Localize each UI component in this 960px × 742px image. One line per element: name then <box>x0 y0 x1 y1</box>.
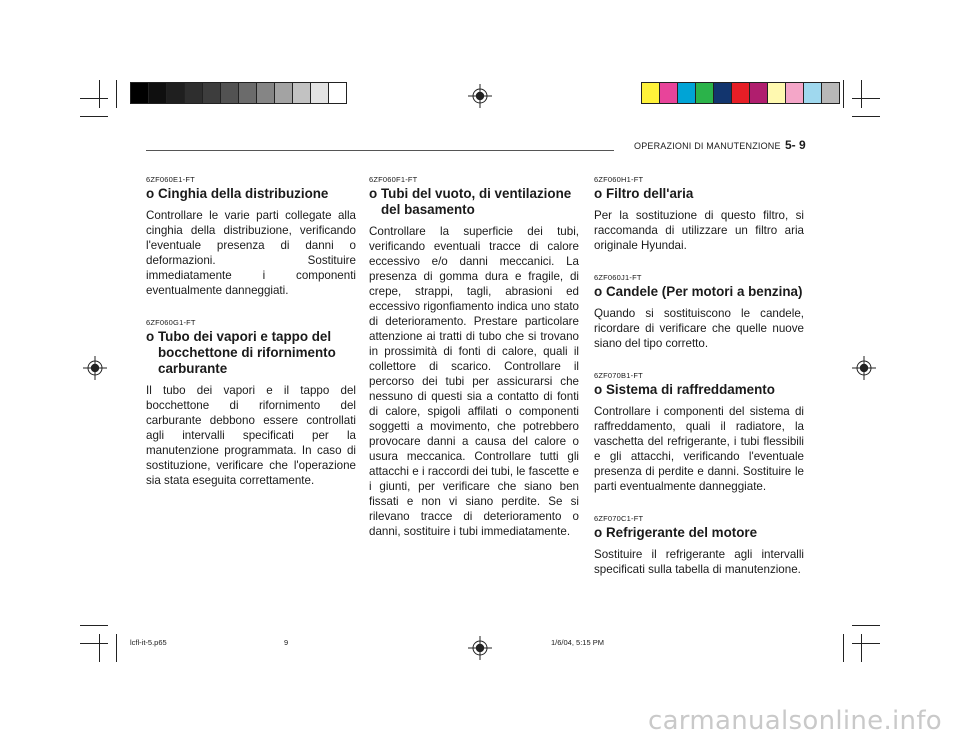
color-swatch <box>221 83 239 103</box>
section-body: Controllare le varie parti collegate alla cinghia della distribuzione, verificando l'eventuale presenza di danni o deformazioni. Sostituire immediatamente i componenti eventualmente danneggiati. <box>146 209 356 297</box>
watermark: carmanualsonline.info <box>647 706 942 736</box>
crop-mark <box>99 80 100 108</box>
crop-mark <box>852 625 880 626</box>
section-code: 6ZF070B1-FT <box>594 371 643 380</box>
section-body: Controllare i componenti del sistema di raffreddamento, quali il radiatore, la vaschetta del refrigerante, i tubi flessibili e gli attacchi, verificando l'eventuale presenza di perdite e danni. Sostituire le parti eventualmente danneggiate. <box>594 405 804 493</box>
color-swatch <box>329 83 346 103</box>
footer-filename: lcfl-it-5.p65 <box>130 638 167 647</box>
color-swatch <box>311 83 329 103</box>
registration-target-icon <box>468 84 492 108</box>
section-body: Per la sostituzione di questo filtro, si raccomanda di utilizzare un filtro aria originale Hyundai. <box>594 209 804 252</box>
section-heading: Refrigerante del motore <box>606 525 758 540</box>
color-swatch <box>660 83 678 103</box>
section-heading: Tubo dei vapori e tappo del bocchettone di rifornimento carburante <box>158 329 336 376</box>
section-code: 6ZF060H1-FT <box>594 175 644 184</box>
color-swatch <box>750 83 768 103</box>
section-title <box>146 329 356 377</box>
footer-timestamp: 1/6/04, 5:15 PM <box>551 638 604 647</box>
header-divider <box>146 150 614 151</box>
section-body: Quando si sostituiscono le candele, ricordare di verificare che quelle nuove siano del tipo corretto. <box>594 307 804 350</box>
color-swatch <box>822 83 839 103</box>
section-title <box>594 382 804 398</box>
section <box>594 175 804 253</box>
color-swatch <box>696 83 714 103</box>
color-swatch <box>678 83 696 103</box>
color-swatch <box>239 83 257 103</box>
section-body: Il tubo dei vapori e il tappo del bocchettone di rifornimento del carburante debbono essere controllati agli intervalli specificati per la manutenzione programmata. In caso di sostituzione, verificare che l'operazione sia stata eseguita correttamente. <box>146 384 356 487</box>
section-title <box>369 186 579 218</box>
section <box>594 371 804 494</box>
section-title <box>594 186 804 202</box>
section <box>594 514 804 577</box>
crop-mark <box>861 634 862 662</box>
section-heading: Filtro dell'aria <box>606 186 694 201</box>
color-swatch <box>185 83 203 103</box>
crop-mark <box>80 625 108 626</box>
section-title <box>594 525 804 541</box>
crop-mark <box>852 116 880 117</box>
section-body: Sostituire il refrigerante agli intervalli specificati sulla tabella di manutenzione. <box>594 548 804 576</box>
column-3 <box>594 175 804 597</box>
section-code: 6ZF060E1-FT <box>146 175 195 184</box>
section-title: OPERAZIONI DI MANUTENZIONE <box>634 141 781 151</box>
crop-mark <box>80 98 108 99</box>
color-swatch <box>786 83 804 103</box>
color-swatch <box>768 83 786 103</box>
column-2 <box>369 175 579 559</box>
color-swatch <box>257 83 275 103</box>
color-swatch <box>149 83 167 103</box>
section-code: 6ZF060J1-FT <box>594 273 642 282</box>
section-body: Controllare la superficie dei tubi, verificando eventuali tracce di calore eccessivo e/o danni meccanici. La presenza di gomma dura e fragile, di crepe, strappi, tagli, abrasioni ed eccessivo rigonfiamento indica uno stato di deterioramento. Prestare particolare attenzione ai tratti di tubo che si trovano in prossimità di fonti di calore, quali il collettore di scarico. Controllare il percorso dei tubi per assicurarsi che nessuno di questi sia a contatto di fonti di calore, spigoli affilati o componenti soggetti a movimento, che potrebbero provocare danni a causa del calore o usura meccanica. Controllare tutti gli attacchi e i raccordi dei tubi, le fascette e i giunti, per verificare che siano ben fissati e non vi siano perdite. Se si rilevano tracce di deterioramento o danni, sostituire i tubi immediatamente. <box>369 225 579 538</box>
color-swatch <box>203 83 221 103</box>
bullet: o <box>369 186 378 201</box>
color-swatch <box>167 83 185 103</box>
section-title <box>146 186 356 202</box>
crop-mark <box>99 634 100 662</box>
color-swatch <box>714 83 732 103</box>
bullet: o <box>146 329 155 344</box>
section <box>146 318 356 488</box>
footer-page: 9 <box>284 638 289 647</box>
section-code: 6ZF060G1-FT <box>146 318 196 327</box>
crop-mark <box>116 634 117 662</box>
grayscale-color-bar <box>130 82 347 104</box>
registration-target-icon <box>852 356 876 380</box>
crop-mark <box>852 643 880 644</box>
bullet: o <box>594 382 603 397</box>
section-heading: Tubi del vuoto, di ventilazione del basamento <box>381 186 572 217</box>
color-swatch <box>275 83 293 103</box>
crop-mark <box>852 98 880 99</box>
section <box>594 273 804 351</box>
crop-mark <box>861 80 862 108</box>
crop-mark <box>80 643 108 644</box>
section-code: 6ZF060F1-FT <box>369 175 418 184</box>
registration-target-icon <box>83 356 107 380</box>
section-heading: Candele (Per motori a benzina) <box>606 284 803 299</box>
bullet: o <box>594 284 603 299</box>
section <box>146 175 356 298</box>
crop-mark <box>843 634 844 662</box>
crop-mark <box>843 80 844 108</box>
section-heading: Cinghia della distribuzione <box>158 186 329 201</box>
crop-mark <box>116 80 117 108</box>
color-swatch <box>804 83 822 103</box>
page-number: 5- 9 <box>785 138 806 152</box>
crop-mark <box>80 116 108 117</box>
section-code: 6ZF070C1-FT <box>594 514 644 523</box>
color-swatch <box>293 83 311 103</box>
color-swatch <box>642 83 660 103</box>
section-title <box>594 284 804 300</box>
bullet: o <box>594 525 603 540</box>
bullet: o <box>146 186 155 201</box>
color-swatch <box>131 83 149 103</box>
section <box>369 175 579 539</box>
process-color-bar <box>641 82 840 104</box>
column-1 <box>146 175 356 508</box>
registration-target-icon <box>468 636 492 660</box>
color-swatch <box>732 83 750 103</box>
section-heading: Sistema di raffreddamento <box>606 382 775 397</box>
bullet: o <box>594 186 603 201</box>
